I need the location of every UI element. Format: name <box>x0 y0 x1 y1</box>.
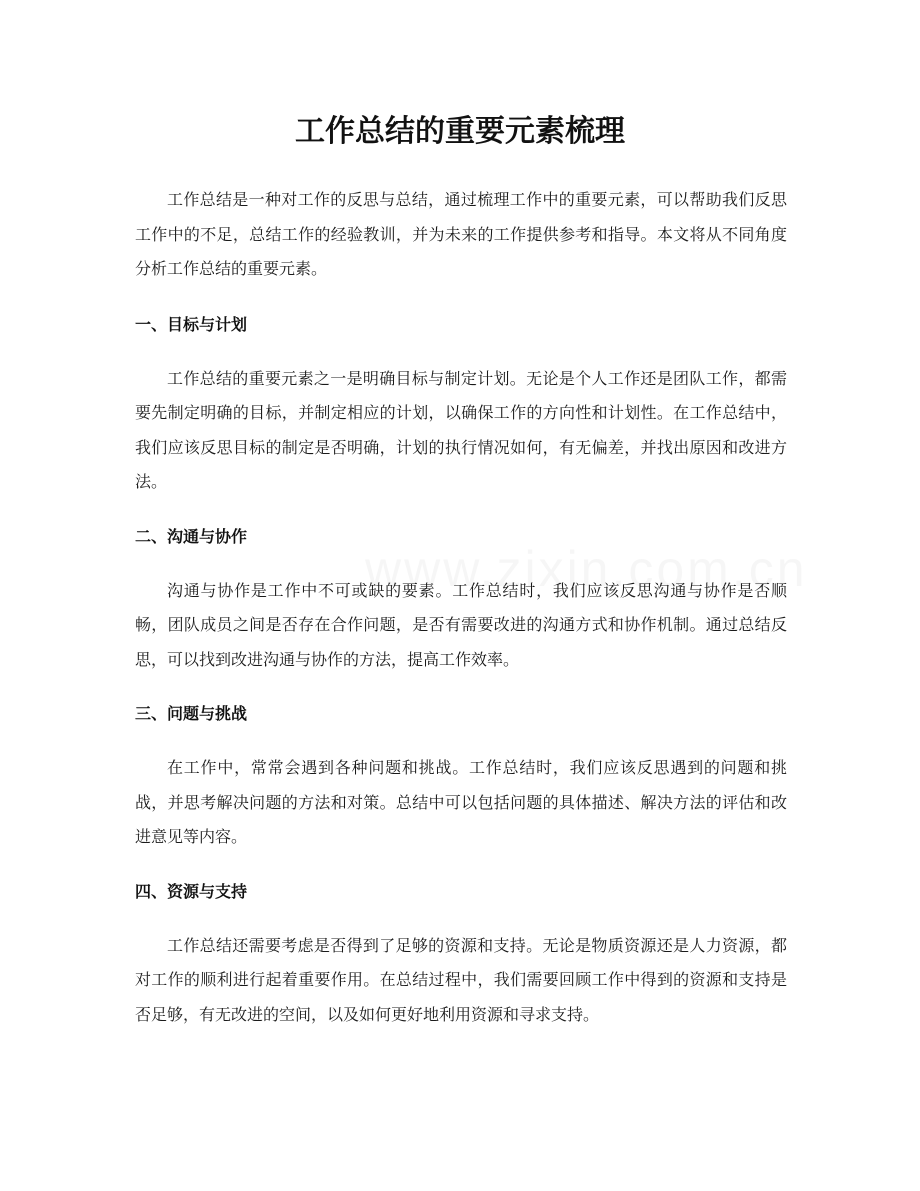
section-heading-communication: 二、沟通与协作 <box>135 526 248 546</box>
document-title: 工作总结的重要元素梳理 <box>295 114 625 149</box>
section-paragraph-resources: 工作总结还需要考虑是否得到了足够的资源和支持。无论是物质资源还是人力资源，都对工作的顺利进行起着重要作用。在总结过程中，我们需要回顾工作中得到的资源和支持是否足够，有无改进的空间，以及如何更好地利用资源和寻求支持。 <box>135 935 787 1024</box>
section-paragraph-communication: 沟通与协作是工作中不可或缺的要素。工作总结时，我们应该反思沟通与协作是否顺畅，团队成员之间是否存在合作问题，是否有需要改进的沟通方式和协作机制。通过总结反思，可以找到改进沟通与协作的方法，提高工作效率。 <box>135 580 787 669</box>
section-heading-resources: 四、资源与支持 <box>135 881 248 901</box>
intro-paragraph: 工作总结是一种对工作的反思与总结，通过梳理工作中的重要元素，可以帮助我们反思工作中的不足，总结工作的经验教训，并为未来的工作提供参考和指导。本文将从不同角度分析工作总结的重要元素。 <box>135 190 787 278</box>
section-paragraph-problems: 在工作中，常常会遇到各种问题和挑战。工作总结时，我们应该反思遇到的问题和挑战，并思考解决问题的方法和对策。总结中可以包括问题的具体描述、解决方法的评估和改进意见等内容。 <box>135 758 787 846</box>
section-paragraph-goals: 工作总结的重要元素之一是明确目标与制定计划。无论是个人工作还是团队工作，都需要先制定明确的目标，并制定相应的计划，以确保工作的方向性和计划性。在工作总结中，我们应该反思目标的制定是否明确，计划的执行情况如何，有无偏差，并找出原因和改进方法。 <box>135 368 787 491</box>
document-body <box>135 183 787 1052</box>
section-heading-problems: 三、问题与挑战 <box>135 704 248 723</box>
section-heading-goals: 一、目标与计划 <box>135 314 248 334</box>
